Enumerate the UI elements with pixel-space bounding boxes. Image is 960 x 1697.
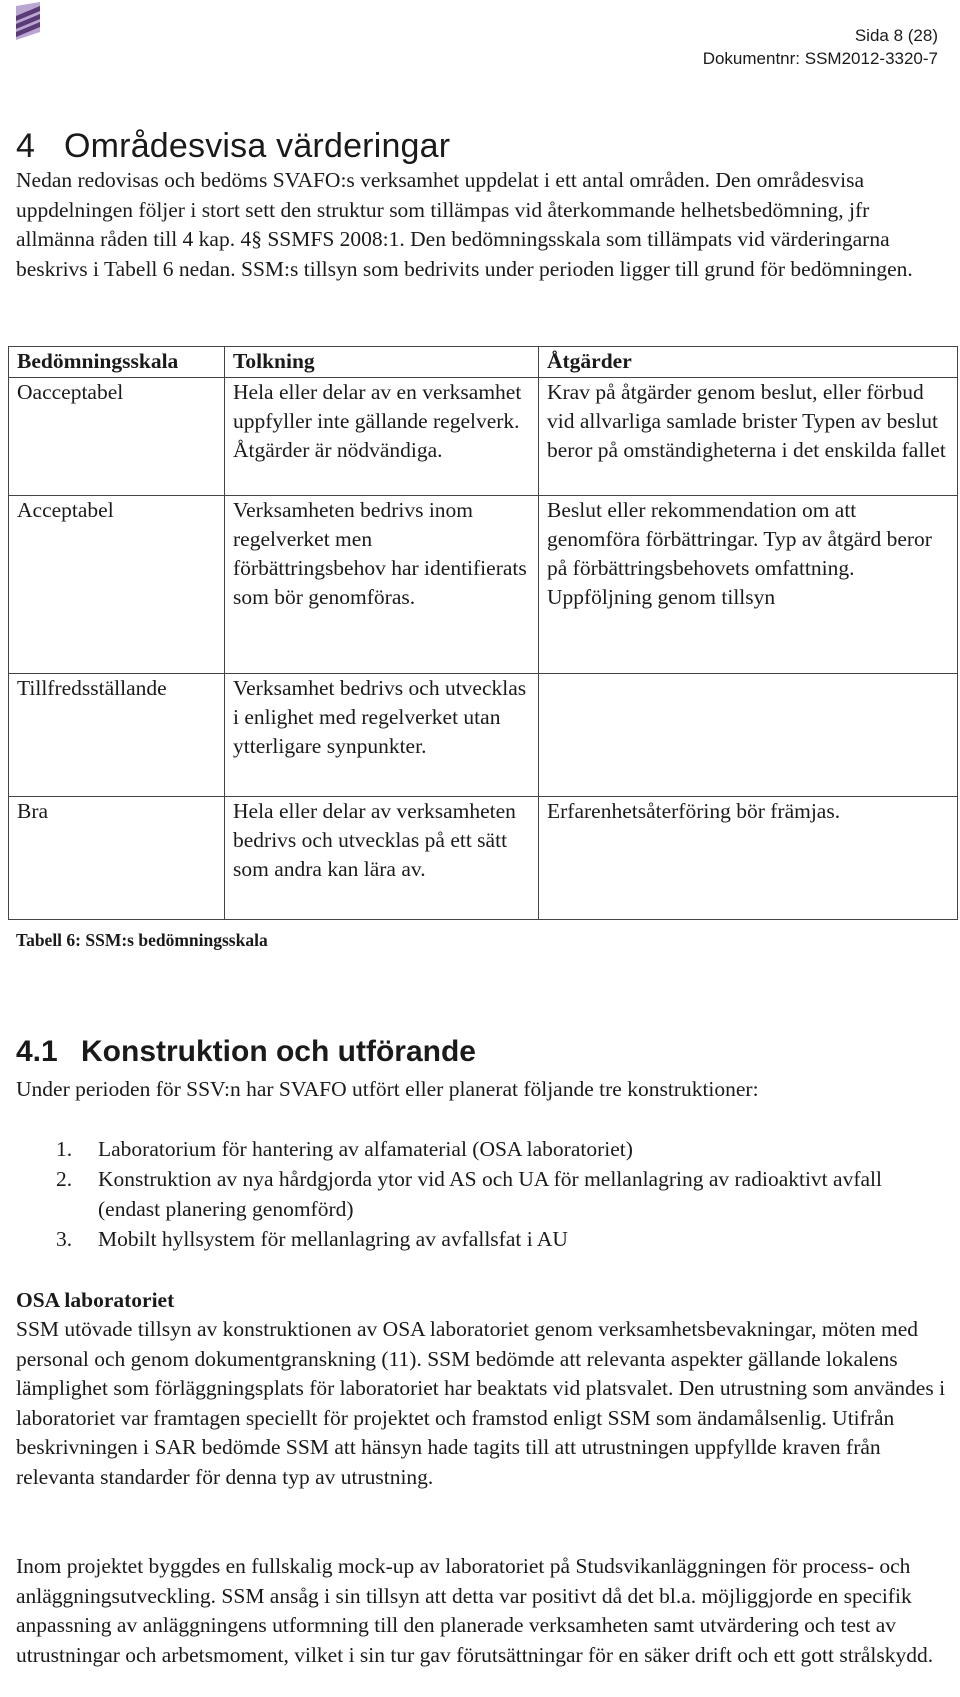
table-header: Åtgärder xyxy=(539,347,958,378)
table-row xyxy=(9,797,958,920)
table-cell: Erfarenhetsåterföring bör främjas. xyxy=(539,797,958,920)
logo-icon xyxy=(14,2,44,42)
table-header: Tolkning xyxy=(225,347,539,378)
table-row xyxy=(9,378,958,496)
document-number: Dokumentnr: SSM2012-3320-7 xyxy=(702,49,938,68)
list-text: Laboratorium för hantering av alfamaterial (OSA laboratoriet) xyxy=(98,1137,633,1161)
table-header-row xyxy=(9,347,958,378)
page-header xyxy=(703,24,938,70)
list-number: 2. xyxy=(56,1167,73,1191)
section-intro: Nedan redovisas och bedöms SVAFO:s verksamhet uppdelat i ett antal områden. Den områdesvisa uppdelningen följer i stort sett den struktur som tillämpas vid återkommande helhetsbedömning, jfr allmänna råden till 4 kap. 4§ SSMFS 2008:1. Den bedömningsskala som tillämpats vid värderingarna beskrivs i Tabell 6 nedan. SSM:s tillsyn som bedrivits under perioden ligger till grund för bedömningen. xyxy=(16,168,913,281)
constructions-list xyxy=(42,1134,922,1254)
table-cell: Beslut eller rekommendation om att genomföra förbättringar. Typ av åtgärd beror på förbättringsbehovets omfattning. Uppföljning genom tillsyn xyxy=(539,496,958,674)
section-heading xyxy=(16,126,946,166)
table-cell: Verksamheten bedrivs inom regelverket men förbättringsbehov har identifierats som bör genomföras. xyxy=(225,496,539,674)
section-number: 4 xyxy=(16,127,36,165)
osa-subheading: OSA laboratoriet xyxy=(16,1288,175,1312)
table-row xyxy=(9,496,958,674)
subsection-heading xyxy=(16,1035,476,1069)
osa-paragraph-1: SSM utövade tillsyn av konstruktionen av OSA laboratoriet genom verksamhetsbevakningar, möten med personal och genom dokumentgranskning (11). SSM bedömde att relevanta aspekter gällande lokalens lämplighet som förläggningsplats för laboratoriet har beaktats vid platsvalet. Den utrustning som användes i laboratoriet var framtagen speciellt för projektet och framstod enligt SSM som ändamålsenlig. Utifrån beskrivningen i SAR bedömde SSM att hänsyn hade tagits till att utrustningen uppfyllde kraven från relevanta standarder för denna typ av utrustning. xyxy=(16,1317,946,1489)
table-row xyxy=(9,674,958,797)
list-number: 1. xyxy=(56,1137,73,1161)
table-cell: Verksamhet bedrivs och utvecklas i enlighet med regelverket utan ytterligare synpunkter. xyxy=(225,674,539,797)
table-cell: Bra xyxy=(9,797,225,920)
subsection-number: 4.1 xyxy=(16,1035,58,1068)
subsection-title: Konstruktion och utförande xyxy=(81,1035,476,1068)
list-item xyxy=(42,1164,922,1224)
table-cell: Tillfredsställande xyxy=(9,674,225,797)
table-cell: Krav på åtgärder genom beslut, eller förbud vid allvarliga samlade brister Typen av beslut beror på omständigheterna i det enskilda fallet xyxy=(539,378,958,496)
section-4 xyxy=(16,126,946,284)
section-title: Områdesvisa värderingar xyxy=(64,127,451,165)
table-cell: Oacceptabel xyxy=(9,378,225,496)
list-number: 3. xyxy=(56,1227,73,1251)
page-number: Sida 8 (28) xyxy=(854,26,938,45)
table-header: Bedömningsskala xyxy=(9,347,225,378)
table-cell: Hela eller delar av en verksamhet uppfyller inte gällande regelverk. Åtgärder är nödvändiga. xyxy=(225,378,539,496)
list-item xyxy=(42,1224,922,1254)
table-cell: Hela eller delar av verksamheten bedrivs och utvecklas på ett sätt som andra kan lära av. xyxy=(225,797,539,920)
table-cell: Acceptabel xyxy=(9,496,225,674)
table-cell xyxy=(539,674,958,797)
list-item xyxy=(42,1134,922,1164)
subsection-intro: Under perioden för SSV:n har SVAFO utfört eller planerat följande tre konstruktioner: xyxy=(16,1077,759,1101)
osa-paragraph-2: Inom projektet byggdes en fullskalig mock-up av laboratoriet på Studsvikanläggningen för process- och anläggningsutveckling. SSM ansåg i sin tillsyn att detta var positivt då det bl.a. möjliggjorde en specifik anpassning av anläggningens utformning till den planerade verksamheten samt utvärdering och test av utrustningar och arbetsmoment, vilket i sin tur gav förutsättningar för en säker drift och ett gott strålskydd. xyxy=(16,1554,934,1667)
list-text: Konstruktion av nya hårdgjorda ytor vid AS och UA för mellanlagring av radioaktivt avfall (endast planering genomförd) xyxy=(98,1167,882,1221)
list-text: Mobilt hyllsystem för mellanlagring av avfallsfat i AU xyxy=(98,1227,568,1251)
assessment-scale-table xyxy=(8,346,958,920)
table-caption: Tabell 6: SSM:s bedömningsskala xyxy=(16,930,268,950)
